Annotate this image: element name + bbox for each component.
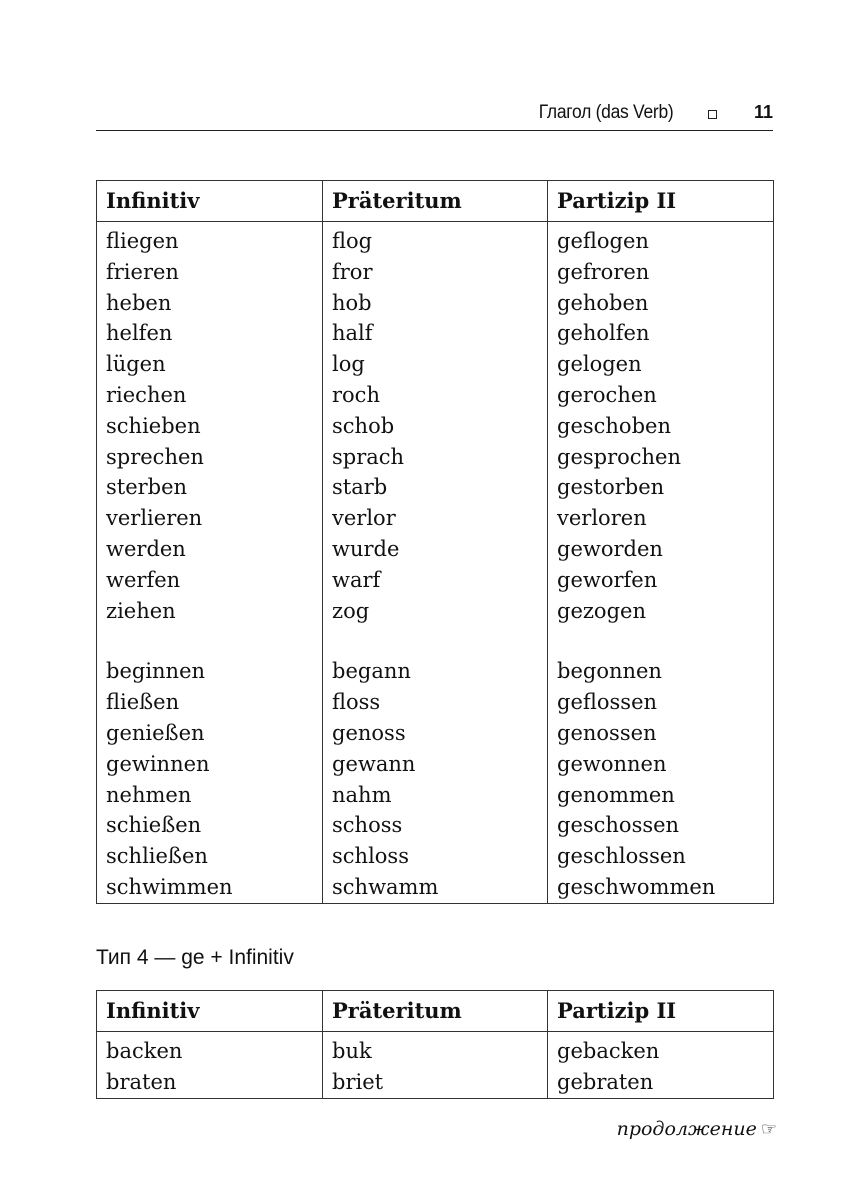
section-heading: Тип 4 — ge + Infinitiv [96,946,294,969]
cell-prateritum: begann [323,656,548,687]
cell-infinitiv: braten [97,1067,323,1098]
table-row [97,411,774,442]
column-header-prateritum: Präteritum [323,991,548,1032]
spacer-cell [548,626,774,656]
cell-partizip: begonnen [548,656,774,687]
cell-infinitiv: ziehen [97,596,323,627]
cell-infinitiv: schwimmen [97,872,323,903]
cell-infinitiv: fliegen [97,222,323,257]
cell-prateritum: wurde [323,534,548,565]
cell-prateritum: log [323,349,548,380]
cell-prateritum: half [323,318,548,349]
table-row [97,318,774,349]
cell-infinitiv: fließen [97,687,323,718]
cell-partizip: gebacken [548,1032,774,1067]
square-outline-icon [708,110,717,119]
cell-infinitiv: gewinnen [97,749,323,780]
table-row [97,349,774,380]
cell-partizip: geworfen [548,565,774,596]
cell-infinitiv: schießen [97,810,323,841]
cell-partizip: geflossen [548,687,774,718]
cell-infinitiv: verlieren [97,503,323,534]
cell-prateritum: schloss [323,841,548,872]
table-row [97,687,774,718]
cell-infinitiv: schieben [97,411,323,442]
table-row [97,503,774,534]
table-row [97,596,774,627]
table-row [97,841,774,872]
cell-partizip: gestorben [548,472,774,503]
cell-infinitiv: frieren [97,257,323,288]
cell-prateritum: schoss [323,810,548,841]
table-row [97,872,774,903]
cell-partizip: gesprochen [548,442,774,473]
cell-infinitiv: helfen [97,318,323,349]
cell-infinitiv: genießen [97,718,323,749]
cell-prateritum: fror [323,257,548,288]
cell-prateritum: verlor [323,503,548,534]
pointing-hand-icon: ☞ [760,1119,777,1140]
spacer-cell [97,626,323,656]
cell-partizip: gebraten [548,1067,774,1098]
cell-prateritum: zog [323,596,548,627]
table-row [97,472,774,503]
column-header-infinitiv: Infinitiv [97,991,323,1032]
cell-prateritum: nahm [323,780,548,811]
cell-infinitiv: werfen [97,565,323,596]
table-row [97,1067,774,1098]
cell-partizip: gelogen [548,349,774,380]
cell-partizip: gefroren [548,257,774,288]
table-row [97,288,774,319]
verb-table-2 [96,990,774,1099]
table-row [97,810,774,841]
cell-prateritum: buk [323,1032,548,1067]
cell-infinitiv: riechen [97,380,323,411]
table-header-row [97,181,774,222]
cell-partizip: gehoben [548,288,774,319]
cell-prateritum: starb [323,472,548,503]
table-row [97,222,774,257]
cell-infinitiv: sterben [97,472,323,503]
table-row [97,780,774,811]
cell-partizip: geschwommen [548,872,774,903]
cell-partizip: genossen [548,718,774,749]
cell-prateritum: schwamm [323,872,548,903]
verb-table-1 [96,180,774,904]
table-row [97,565,774,596]
table-row [97,656,774,687]
table-header-row [97,991,774,1032]
cell-prateritum: schob [323,411,548,442]
table-row [97,1032,774,1067]
cell-prateritum: briet [323,1067,548,1098]
header-title: Глагол (das Verb) [538,102,673,123]
cell-infinitiv: heben [97,288,323,319]
cell-prateritum: flog [323,222,548,257]
cell-prateritum: warf [323,565,548,596]
cell-partizip: geworden [548,534,774,565]
cell-infinitiv: schließen [97,841,323,872]
cell-prateritum: genoss [323,718,548,749]
cell-prateritum: hob [323,288,548,319]
cell-partizip: genommen [548,780,774,811]
cell-partizip: geschoben [548,411,774,442]
cell-prateritum: gewann [323,749,548,780]
cell-partizip: gezogen [548,596,774,627]
table-row [97,534,774,565]
cell-infinitiv: nehmen [97,780,323,811]
column-header-partizip: Partizip II [548,181,774,222]
cell-infinitiv: beginnen [97,656,323,687]
cell-prateritum: sprach [323,442,548,473]
table-row [97,749,774,780]
table-row [97,257,774,288]
continuation-text: продолжение [616,1118,757,1140]
cell-infinitiv: werden [97,534,323,565]
cell-infinitiv: sprechen [97,442,323,473]
running-header [96,96,773,131]
column-header-prateritum: Präteritum [323,181,548,222]
spacer-cell [323,626,548,656]
column-header-partizip: Partizip II [548,991,774,1032]
page-number: 11 [753,102,773,122]
cell-partizip: gewonnen [548,749,774,780]
cell-partizip: geschossen [548,810,774,841]
table-row [97,442,774,473]
cell-prateritum: roch [323,380,548,411]
cell-infinitiv: lügen [97,349,323,380]
cell-partizip: verloren [548,503,774,534]
cell-partizip: geflogen [548,222,774,257]
cell-partizip: geschlossen [548,841,774,872]
group-spacer-row [97,626,774,656]
cell-partizip: gerochen [548,380,774,411]
table-row [97,718,774,749]
cell-partizip: geholfen [548,318,774,349]
table-row [97,380,774,411]
cell-infinitiv: backen [97,1032,323,1067]
cell-prateritum: floss [323,687,548,718]
continuation-note [617,1118,777,1140]
column-header-infinitiv: Infinitiv [97,181,323,222]
